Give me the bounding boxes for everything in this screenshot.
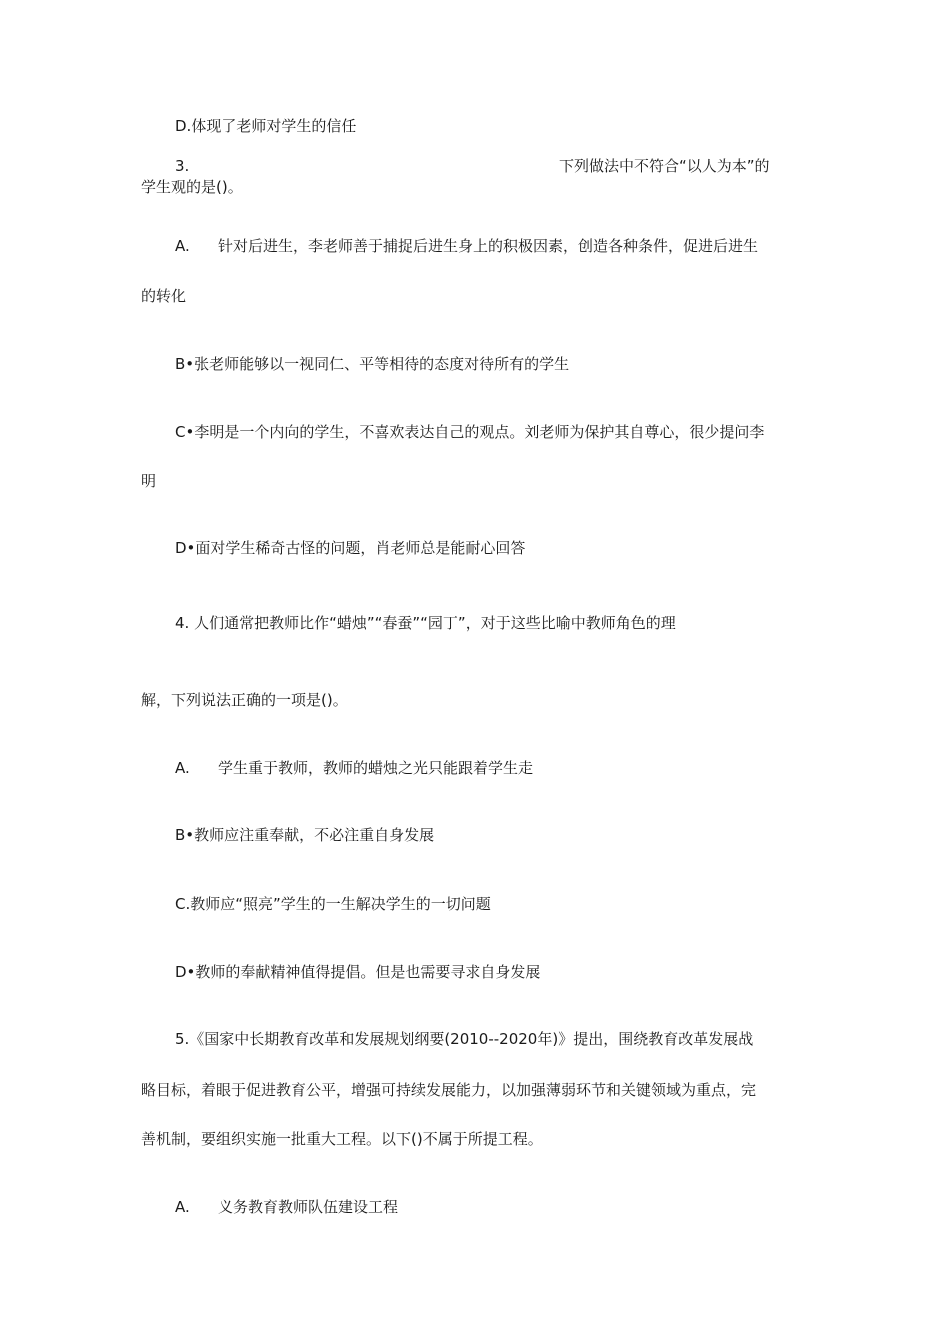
q5-stem-line1: 5.《国家中长期教育改革和发展规划纲要(2010--2020年)》提出，围绕教育改革发展战 [175,1030,754,1048]
q3-option-a-marker: A. [175,237,190,255]
q4-option-b: B•教师应注重奉献，不必注重自身发展 [175,826,435,844]
q3-option-c-line2: 明 [141,472,157,490]
q3-option-a-line2: 的转化 [141,287,187,305]
q5-stem-line3: 善机制，要组织实施一批重大工程。以下()不属于所提工程。 [141,1130,543,1148]
q2-option-d: D.体现了老师对学生的信任 [175,117,357,135]
q4-option-a: 学生重于教师，教师的蜡烛之光只能跟着学生走 [218,759,534,777]
q3-option-c-line1: C•李明是一个内向的学生，不喜欢表达自己的观点。刘老师为保护其自尊心，很少提问李 [175,423,765,441]
q5-option-a: 义务教育教师队伍建设工程 [218,1198,399,1216]
q4-stem-line1: 4. 人们通常把教师比作“蜡烛”“春蚕”“园丁”，对于这些比喻中教师角色的理 [175,614,676,632]
q3-option-b: B•张老师能够以一视同仁、平等相待的态度对待所有的学生 [175,355,570,373]
q3-option-d: D•面对学生稀奇古怪的问题，肖老师总是能耐心回答 [175,539,526,557]
q3-stem-part2: 学生观的是()。 [141,178,243,196]
q4-option-d: D•教师的奉献精神值得提倡。但是也需要寻求自身发展 [175,963,541,981]
q4-option-a-marker: A. [175,759,190,777]
q3-number: 3. [175,157,190,175]
q3-stem-part1: 下列做法中不符合“以人为本”的 [559,157,770,175]
q4-stem-line2: 解，下列说法正确的一项是()。 [141,691,348,709]
q5-option-a-marker: A. [175,1198,190,1216]
q3-option-a-line1: 针对后进生，李老师善于捕捉后进生身上的积极因素，创造各种条件，促进后进生 [218,237,759,255]
q4-option-c: C.教师应“照亮”学生的一生解决学生的一切问题 [175,895,491,913]
q5-stem-line2: 略目标，着眼于促进教育公平，增强可持续发展能力，以加强薄弱环节和关键领域为重点，完 [141,1081,757,1099]
